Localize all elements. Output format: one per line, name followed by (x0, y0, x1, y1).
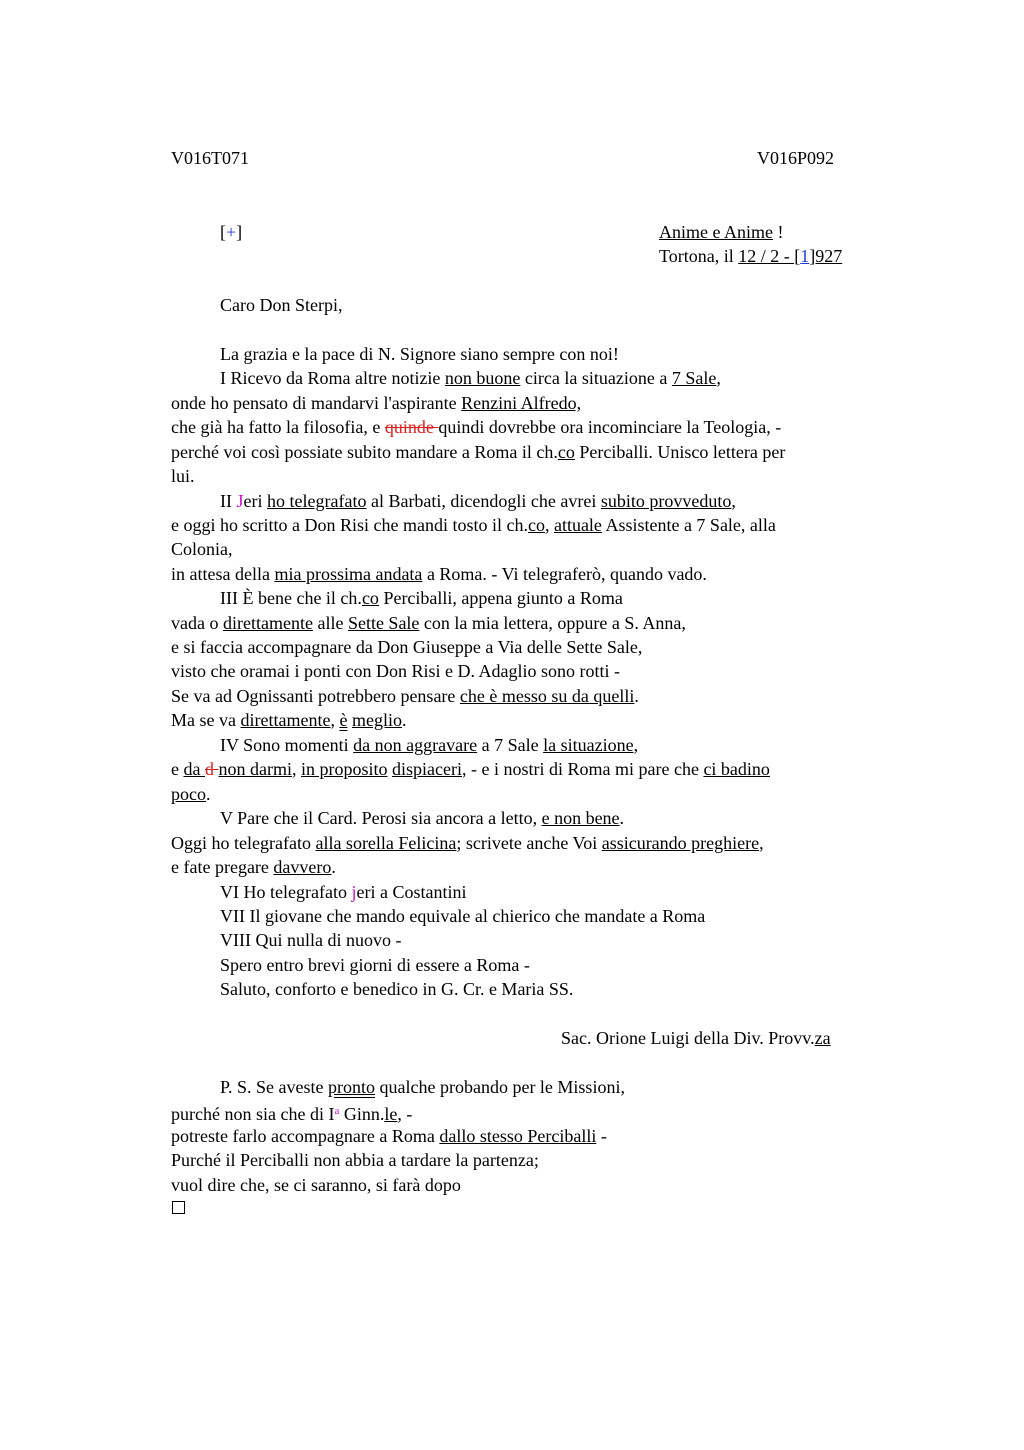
closing-line-1: Spero entro brevi giorni di essere a Roma - (220, 955, 530, 975)
ps-line-3: potreste farlo accompagnare a Roma dallo stesso Perciballi - (171, 1126, 607, 1146)
cross-mark: [+] (220, 222, 243, 242)
section-8: VIII Qui nulla di nuovo - (220, 930, 402, 950)
section-4-line-1: IV Sono momenti da non aggravare a 7 Sale la situazione, (220, 735, 639, 755)
section-3-line-4: visto che oramai i ponti con Don Risi e D. Adaglio sono rotti - (171, 661, 620, 681)
end-box-icon (172, 1201, 185, 1214)
section-3-line-1: III È bene che il ch.co Perciballi, appena giunto a Roma (220, 588, 623, 608)
section-7: VII Il giovane che mando equivale al chierico che mandate a Roma (220, 906, 706, 926)
section-1-line-2: onde ho pensato di mandarvi l'aspirante Renzini Alfredo, (171, 393, 582, 413)
signature: Sac. Orione Luigi della Div. Provv.za (561, 1028, 831, 1048)
ps-line-1: P. S. Se aveste pronto qualche probando per le Missioni, (220, 1077, 625, 1097)
section-1-line-1: I Ricevo da Roma altre notizie non buone circa la situazione a 7 Sale, (220, 368, 721, 388)
section-4-line-2: e da d non darmi, in proposito dispiaceri, - e i nostri di Roma mi pare che ci badino (171, 759, 770, 779)
section-5-line-2: Oggi ho telegrafato alla sorella Felicina; scrivete anche Voi assicurando preghiere, (171, 833, 764, 853)
section-3-line-3: e si faccia accompagnare da Don Giuseppe a Via delle Sette Sale, (171, 637, 643, 657)
section-2-line-3: Colonia, (171, 539, 233, 559)
right-code: V016P092 (757, 148, 835, 168)
section-1-line-3: che già ha fatto la filosofia, e quinde quindi dovrebbe ora incominciare la Teologia, - (171, 417, 782, 437)
motto: Anime e Anime ! (659, 222, 784, 242)
ps-line-2: purché non sia che di $I^a$ Ginn.le, - (171, 1104, 413, 1124)
section-3-line-2: vada o direttamente alle Sette Sale con la mia lettera, oppure a S. Anna, (171, 613, 686, 633)
section-3-line-6: Ma se va direttamente, è meglio. (171, 710, 407, 730)
section-2-line-2: e oggi ho scritto a Don Risi che mandi tosto il ch.co, attuale Assistente a 7 Sale, alla (171, 515, 776, 535)
salutation: Caro Don Sterpi, (220, 295, 343, 315)
ps-line-5: vuol dire che, se ci saranno, si farà dopo (171, 1175, 461, 1195)
ps-line-4: Purché il Perciballi non abbia a tardare la partenza; (171, 1150, 539, 1170)
section-1-line-4: perché voi così possiate subito mandare a Roma il ch.co Perciballi. Unisco lettera per (171, 442, 786, 462)
section-2-line-1: II Jeri ho telegrafato al Barbati, dicendogli che avrei subito provveduto, (220, 491, 736, 511)
section-3-line-5: Se va ad Ognissanti potrebbero pensare che è messo su da quelli. (171, 686, 639, 706)
closing-line-2: Saluto, conforto e benedico in G. Cr. e Maria SS. (220, 979, 574, 999)
greeting-line: La grazia e la pace di N. Signore siano sempre con noi! (220, 344, 619, 364)
section-5-line-1: V Pare che il Card. Perosi sia ancora a letto, e non bene. (220, 808, 625, 828)
section-4-line-3: poco. (171, 784, 211, 804)
left-code: V016T071 (171, 148, 249, 168)
place-date: Tortona, il 12 / 2 - [1]927 (659, 246, 843, 266)
section-6: VI Ho telegrafato jeri a Costantini (220, 882, 467, 902)
section-2-line-4: in attesa della mia prossima andata a Roma. - Vi telegraferò, quando vado. (171, 564, 707, 584)
section-1-line-5: lui. (171, 466, 195, 486)
section-5-line-3: e fate pregare davvero. (171, 857, 336, 877)
